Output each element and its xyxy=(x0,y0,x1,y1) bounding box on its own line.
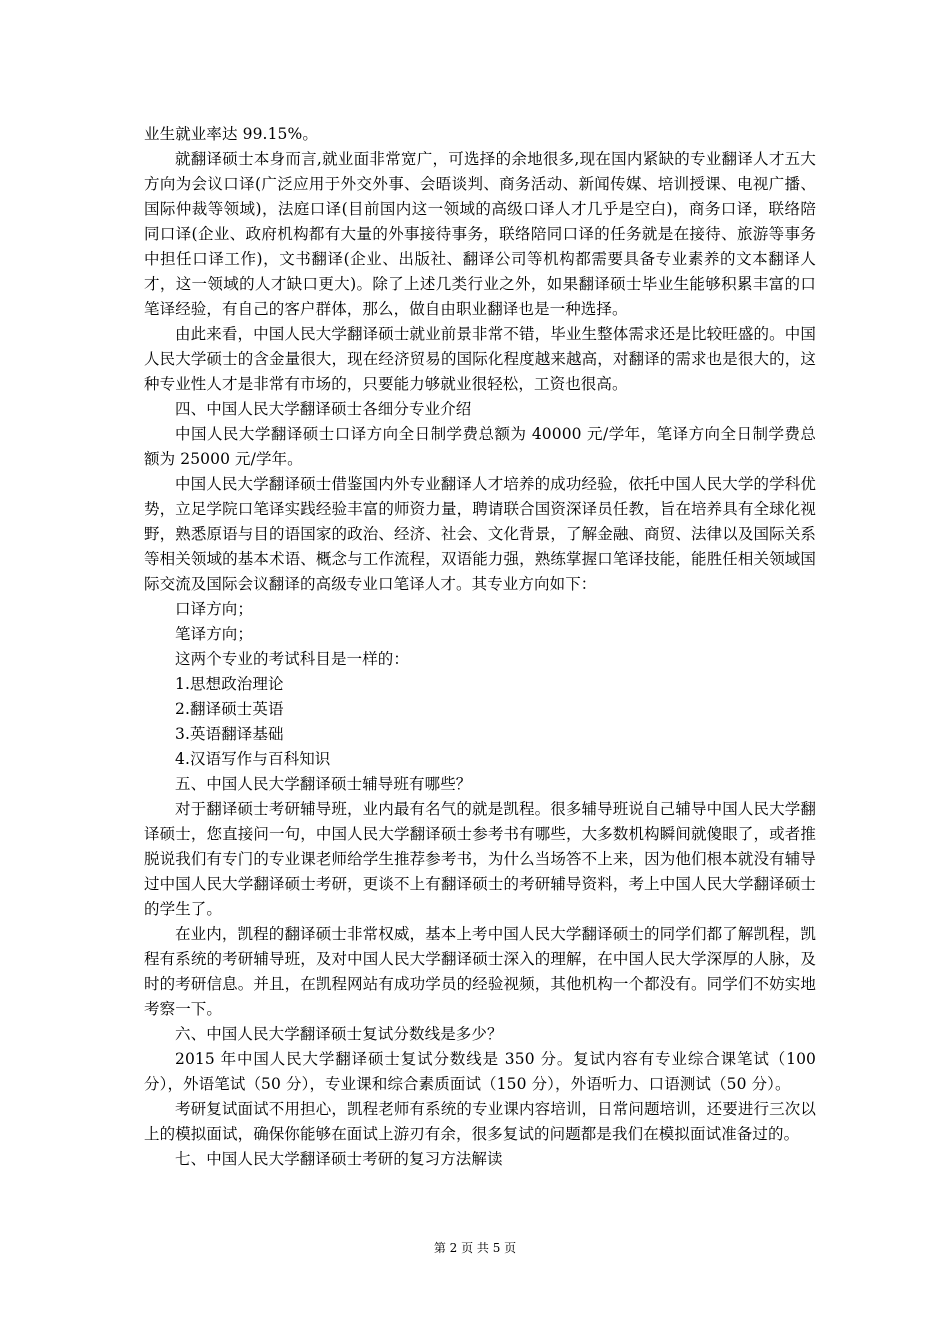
paragraph-exam-subjects-intro: 这两个专业的考试科目是一样的： xyxy=(175,650,410,668)
exam-subject-item: 2.翻译硕士英语 xyxy=(175,700,284,718)
document-body xyxy=(144,122,816,1172)
paragraph-career-directions: 就翻译硕士本身而言,就业面非常宽广，可选择的余地很多,现在国内紧缺的专业翻译人才五大方向为会议口译(广泛应用于外交外事、会晤谈判、商务活动、新闻传媒、培训授课、电视广播、国际仲裁等领域)，法庭口译(目前国内这一领域的高级口译人才几乎是空白)，商务口译，联络陪同口译(企业、政府机构都有大量的外事接待事务，联络陪同口译的任务就是在接待、旅游等事务中担任口译工作)，文书翻译(企业、出版社、翻译公司等机构都需要具备专业素养的文本翻译人才，这一领域的人才缺口更大)。除了上述几类行业之外，如果翻译硕士毕业生能够积累丰富的口笔译经验，有自己的客户群体，那么，做自由职业翻译也是一种选择。 xyxy=(144,150,816,318)
section-heading-6: 六、中国人民大学翻译硕士复试分数线是多少？ xyxy=(175,1025,503,1043)
paragraph-program-intro: 中国人民大学翻译硕士借鉴国内外专业翻译人才培养的成功经验，依托中国人民大学的学科优势，立足学院口笔译实践经验丰富的师资力量，聘请联合国资深译员任教，旨在培养具有全球化视野，熟悉原语与目的语国家的政治、经济、社会、文化背景，了解金融、商贸、法律以及国际关系等相关领域的基本术语、概念与工作流程，双语能力强，熟练掌握口笔译技能，能胜任相关领域国际交流及国际会议翻译的高级专业口笔译人才。其专业方向如下： xyxy=(144,475,816,593)
list-item-interpretation: 口译方向； xyxy=(175,600,254,618)
exam-subject-item: 4.汉语写作与百科知识 xyxy=(175,750,331,768)
paragraph-retest-score: 2015 年中国人民大学翻译硕士复试分数线是 350 分。复试内容有专业综合课笔试（100 分），外语笔试（50 分），专业课和综合素质面试（150 分），外语听力、口语测试（50 分）。 xyxy=(144,1050,816,1093)
section-heading-5: 五、中国人民大学翻译硕士辅导班有哪些？ xyxy=(175,775,472,793)
paragraph-tutoring-intro: 对于翻译硕士考研辅导班，业内最有名气的就是凯程。很多辅导班说自己辅导中国人民大学翻译硕士，您直接问一句，中国人民大学翻译硕士参考书有哪些，大多数机构瞬间就傻眼了，或者推脱说我们有专门的专业课老师给学生推荐参考书，为什么当场答不上来，因为他们根本就没有辅导过中国人民大学翻译硕士考研，更谈不上有翻译硕士的考研辅导资料，考上中国人民大学翻译硕士的学生了。 xyxy=(144,800,816,918)
page-footer xyxy=(0,1240,950,1256)
section-heading-7: 七、中国人民大学翻译硕士考研的复习方法解读 xyxy=(175,1150,503,1168)
list-item-translation: 笔译方向； xyxy=(175,625,254,643)
paragraph-employment-outlook: 由此来看，中国人民大学翻译硕士就业前景非常不错，毕业生整体需求还是比较旺盛的。中国人民大学硕士的含金量很大，现在经济贸易的国际化程度越来越高，对翻译的需求也是很大的，这种专业性人才是非常有市场的，只要能力够就业很轻松，工资也很高。 xyxy=(144,325,816,393)
page-number-label: 第 2 页 共 5 页 xyxy=(433,1241,517,1255)
paragraph-employment-rate: 业生就业率达 99.15%。 xyxy=(144,125,318,143)
exam-subject-item: 3.英语翻译基础 xyxy=(175,725,284,743)
exam-subject-item: 1.思想政治理论 xyxy=(175,675,284,693)
paragraph-interview-prep: 考研复试面试不用担心，凯程老师有系统的专业课内容培训，日常问题培训，还要进行三次以上的模拟面试，确保你能够在面试上游刃有余，很多复试的问题都是我们在模拟面试准备过的。 xyxy=(144,1100,816,1143)
paragraph-tutoring-authority: 在业内，凯程的翻译硕士非常权威，基本上考中国人民大学翻译硕士的同学们都了解凯程，凯程有系统的考研辅导班，及对中国人民大学翻译硕士深入的理解，在中国人民大学深厚的人脉，及时的考研信息。并且，在凯程网站有成功学员的经验视频，其他机构一个都没有。同学们不妨实地考察一下。 xyxy=(144,925,816,1018)
section-heading-4: 四、中国人民大学翻译硕士各细分专业介绍 xyxy=(175,400,472,418)
paragraph-tuition: 中国人民大学翻译硕士口译方向全日制学费总额为 40000 元/学年，笔译方向全日制学费总额为 25000 元/学年。 xyxy=(144,425,816,468)
